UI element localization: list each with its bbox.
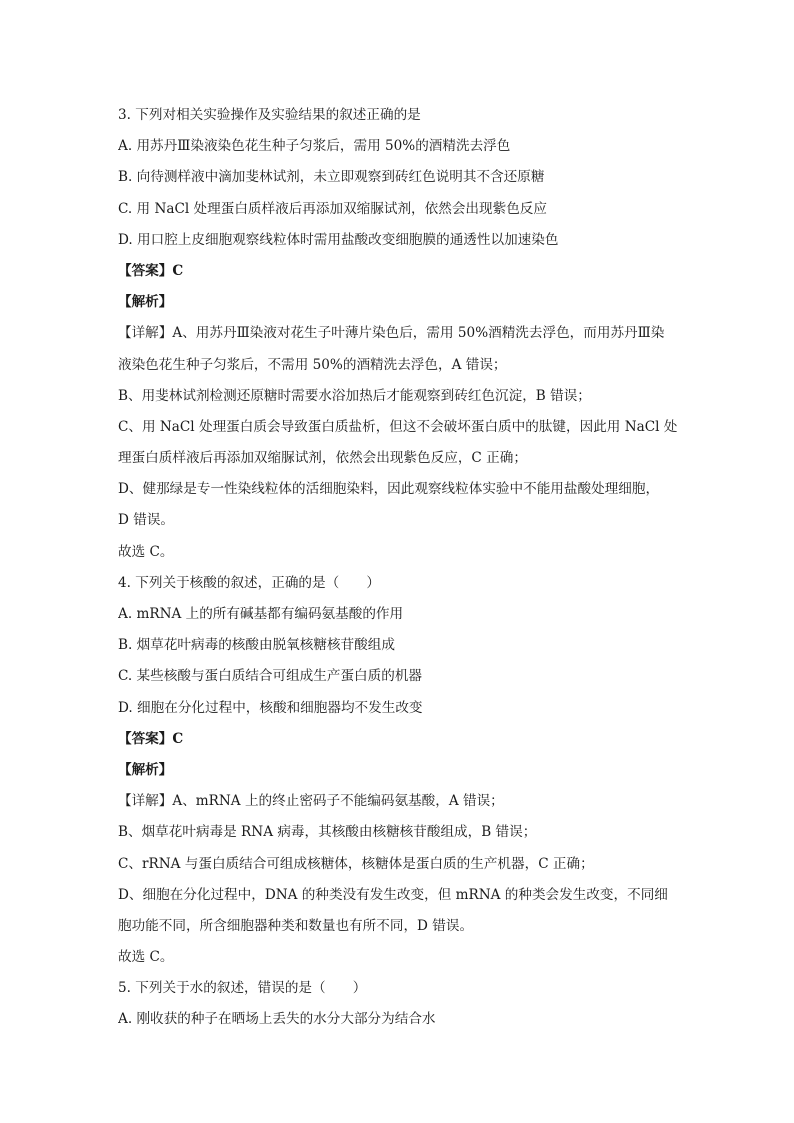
question-3-stem: 3. 下列对相关实验操作及实验结果的叙述正确的是 [118, 107, 421, 123]
question-4-conclusion: 故选 C。 [118, 949, 174, 966]
question-3-option-b: B. 向待测样液中滴加斐林试剂，未立即观察到砖红色说明其不含还原糖 [118, 169, 545, 186]
question-3-detail-line: 【详解】A、用苏丹Ⅲ染液对花生子叶薄片染色后，需用 50%酒精洗去浮色，而用苏丹Ⅲ染 [118, 325, 665, 342]
question-4-analysis-heading: 【解析】 [118, 761, 173, 778]
question-4-detail-line: 【详解】A、mRNA 上的终止密码子不能编码氨基酸，A 错误； [118, 793, 504, 810]
question-3-option-a: A. 用苏丹Ⅲ染液染色花生种子匀浆后，需用 50%的酒精洗去浮色 [118, 138, 511, 155]
question-3-conclusion: 故选 C。 [118, 543, 174, 560]
question-5-stem: 5. 下列关于水的叙述，错误的是（ ） [118, 980, 367, 997]
question-4-option-b: B. 烟草花叶病毒的核酸由脱氧核糖核苷酸组成 [118, 637, 395, 654]
question-3-answer: 【答案】C [118, 262, 184, 279]
question-3-detail-line: 液染色花生种子匀浆后，不需用 50%的酒精洗去浮色，A 错误； [118, 356, 507, 373]
question-3-detail-line: D 错误。 [118, 512, 175, 529]
question-4-option-c: C. 某些核酸与蛋白质结合可组成生产蛋白质的机器 [118, 668, 423, 685]
question-4-option-a: A. mRNA 上的所有碱基都有编码氨基酸的作用 [118, 606, 404, 622]
question-3-detail-line: C、用 NaCl 处理蛋白质会导致蛋白质盐析，但这不会破坏蛋白质中的肽键，因此用 NaCl 处 [118, 418, 678, 435]
question-3-detail-line: 理蛋白质样液后再添加双缩脲试剂，依然会出现紫色反应，C 正确； [118, 450, 527, 467]
question-5-option-a: A. 刚收获的种子在晒场上丢失的水分大部分为结合水 [118, 1011, 436, 1028]
question-4-detail-line: C、rRNA 与蛋白质结合可组成核糖体，核糖体是蛋白质的生产机器，C 正确； [118, 855, 594, 872]
question-3-option-d: D. 用口腔上皮细胞观察线粒体时需用盐酸改变细胞膜的通透性以加速染色 [118, 231, 559, 248]
question-3-detail-line: B、用斐林试剂检测还原糖时需要水浴加热后才能观察到砖红色沉淀，B 错误； [118, 387, 591, 404]
question-3-option-c: C. 用 NaCl 处理蛋白质样液后再添加双缩脲试剂，依然会出现紫色反应 [118, 200, 547, 217]
question-4-detail-line: D、细胞在分化过程中，DNA 的种类没有发生改变，但 mRNA 的种类会发生改变，不同细 [118, 886, 668, 903]
question-4-answer: 【答案】C [118, 730, 184, 747]
question-4-detail-line: B、烟草花叶病毒是 RNA 病毒，其核酸由核糖核苷酸组成，B 错误； [118, 824, 537, 841]
question-4-option-d: D. 细胞在分化过程中，核酸和细胞器均不发生改变 [118, 699, 423, 716]
question-3-detail-line: D、健那绿是专一性染线粒体的活细胞染料，因此观察线粒体实验中不能用盐酸处理细胞， [118, 481, 660, 498]
question-4-stem: 4. 下列关于核酸的叙述，正确的是（ ） [118, 574, 380, 591]
question-3-analysis-heading: 【解析】 [118, 294, 173, 311]
question-4-detail-line: 胞功能不同，所含细胞器种类和数量也有所不同，D 错误。 [118, 917, 474, 934]
